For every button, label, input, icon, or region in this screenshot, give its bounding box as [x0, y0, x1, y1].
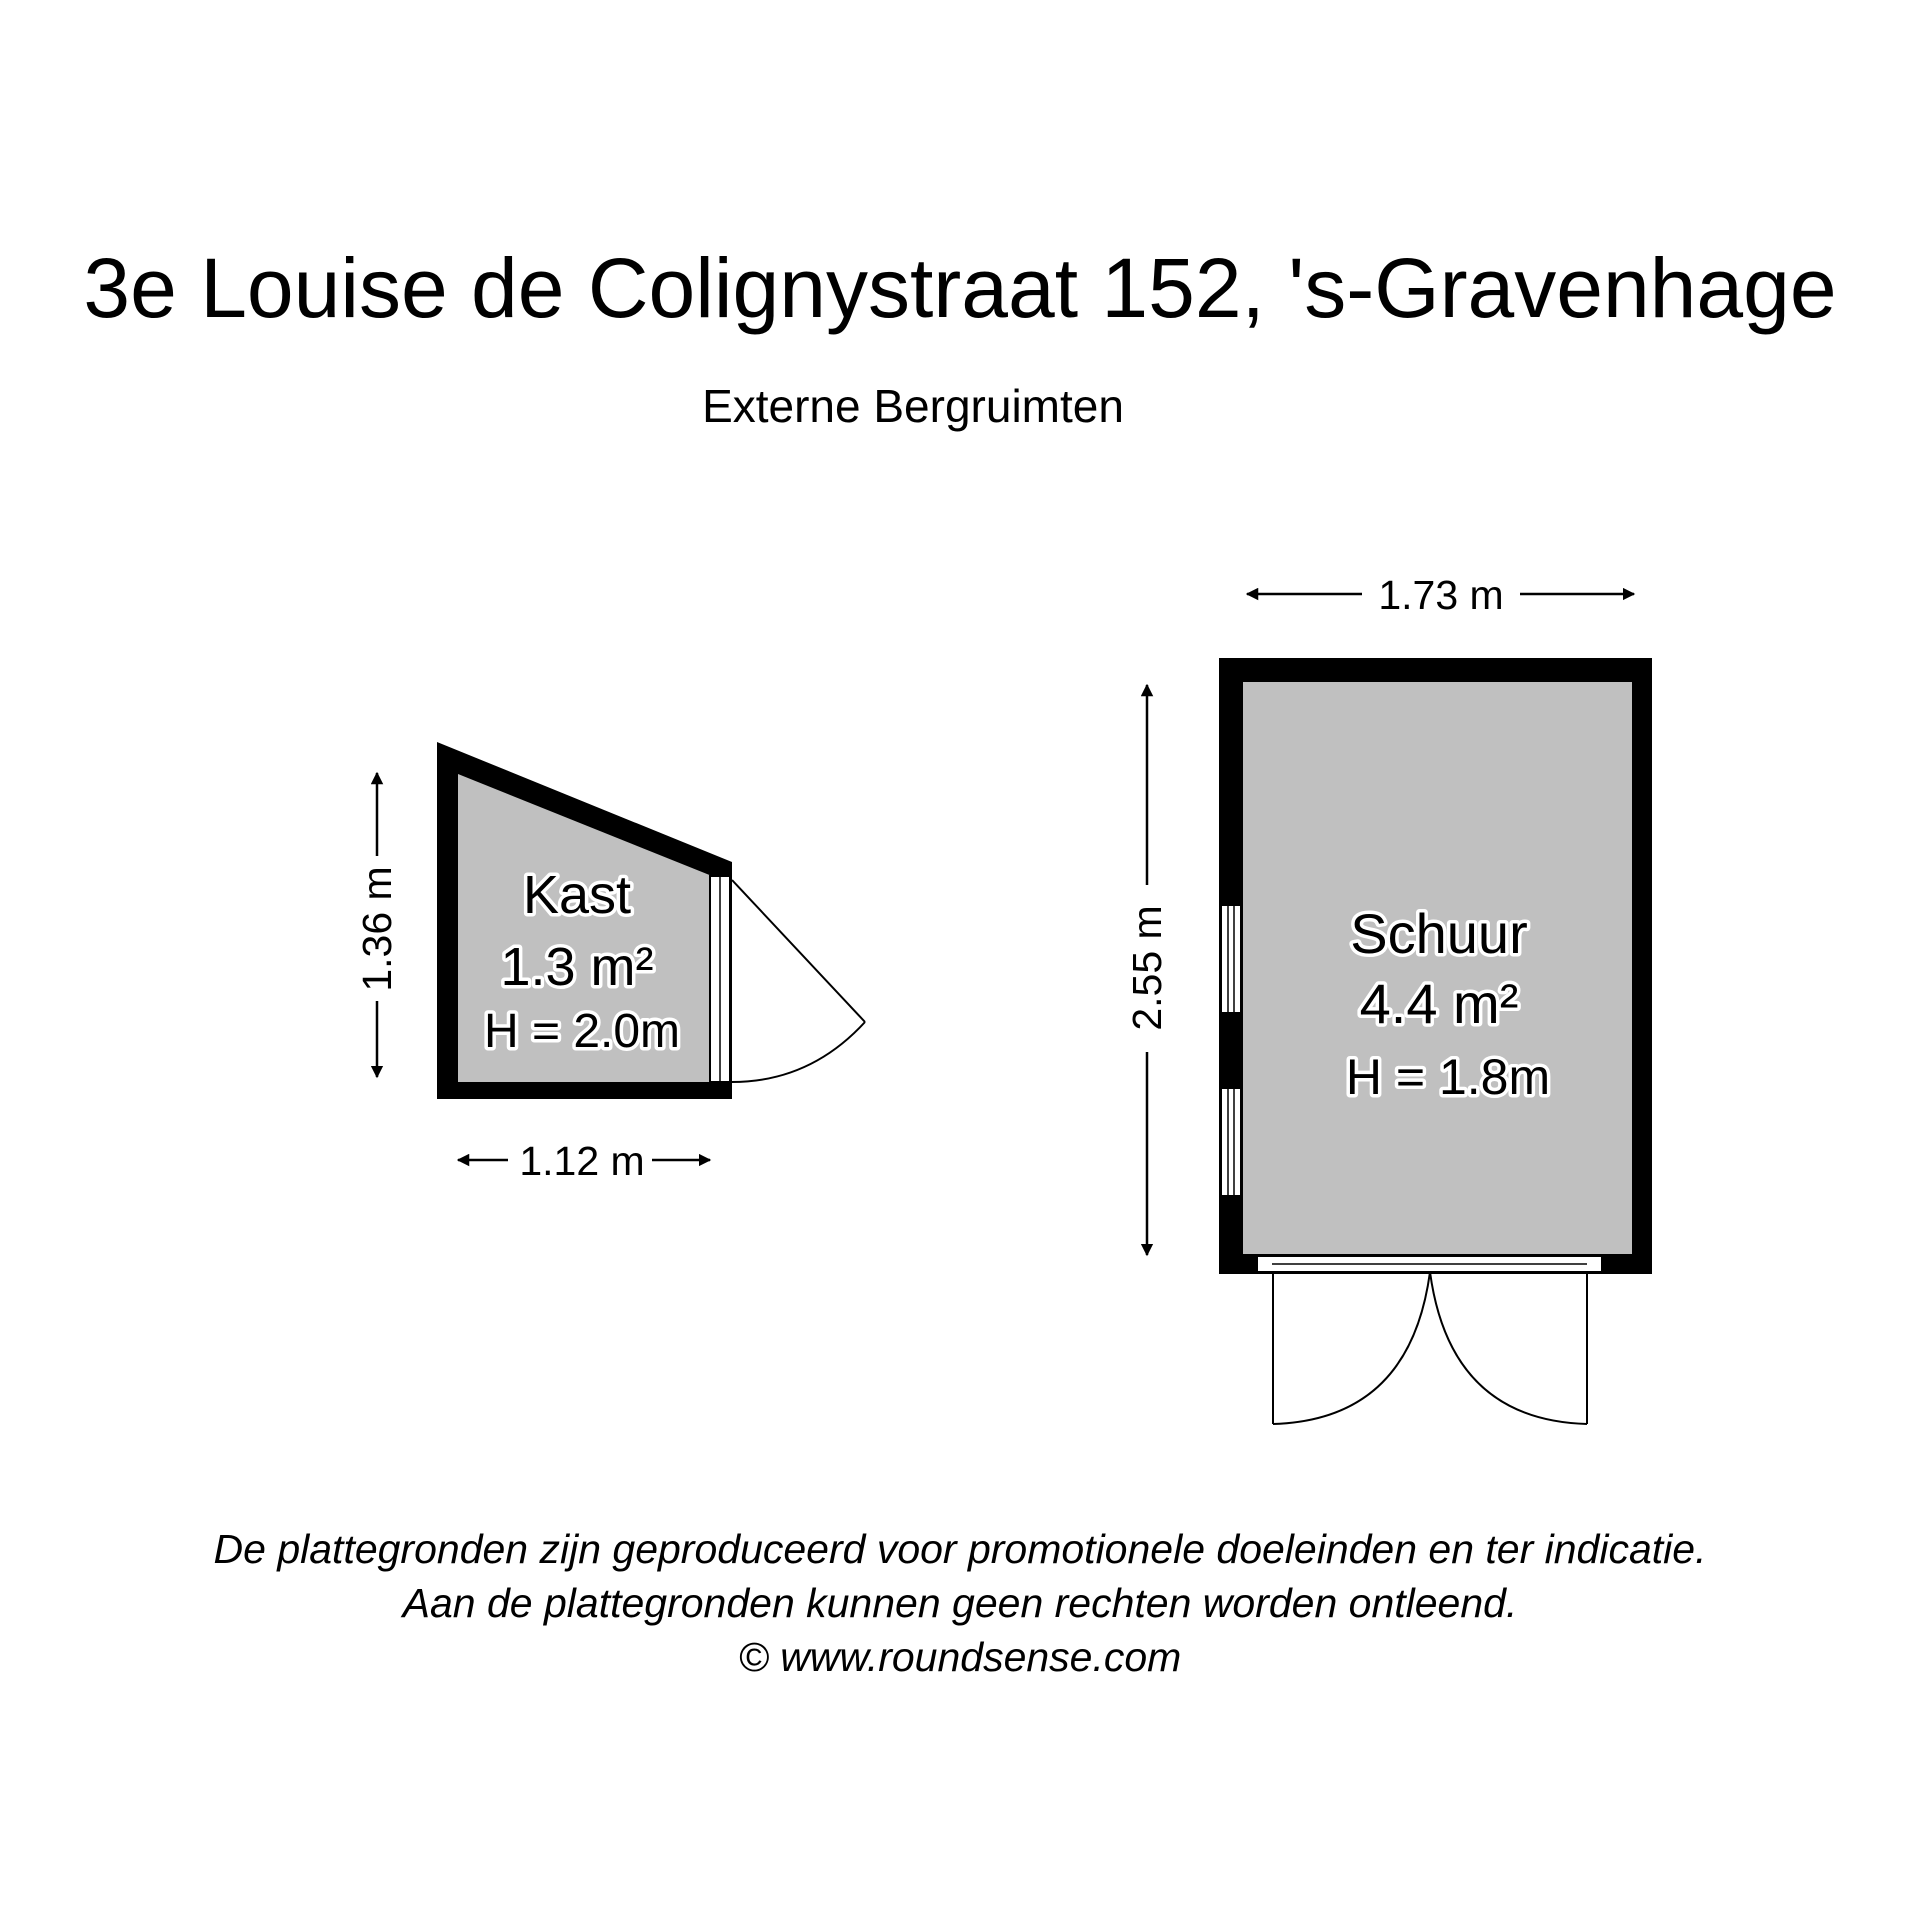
page-title: 3e Louise de Colignystraat 152, 's-Gravenhage: [83, 241, 1837, 335]
schuur-height: H = 1.8m: [1345, 1049, 1551, 1105]
kast-door-leaf: [732, 880, 865, 1022]
schuur-window-upper: [1221, 905, 1241, 1013]
page-subtitle: Externe Bergruimten: [702, 380, 1124, 432]
disclaimer-line-1: De plattegronden zijn geproduceerd voor promotionele doeleinden en ter indicatie.: [213, 1526, 1707, 1572]
kast-name: Kast: [522, 865, 632, 925]
schuur-width-dimension: [1247, 572, 1634, 618]
kast-width-dimension: [458, 1138, 710, 1184]
copyright-link: © www.roundsense.com: [738, 1634, 1182, 1680]
disclaimer-line-2: Aan de plattegronden kunnen geen rechten worden ontleend.: [402, 1580, 1518, 1626]
kast-area: 1.3 m²: [500, 937, 654, 997]
kast-door-swing: [732, 1022, 865, 1082]
schuur-floor: [1243, 682, 1632, 1254]
schuur-name: Schuur: [1350, 902, 1528, 965]
schuur-area: 4.4 m²: [1359, 972, 1519, 1035]
room-kast: [437, 742, 865, 1099]
disclaimer: [0, 1522, 1920, 1684]
kast-height: H = 2.0m: [483, 1005, 681, 1058]
schuur-window-lower: [1221, 1088, 1241, 1196]
schuur-height-dimension: [1124, 685, 1170, 1255]
schuur-width-label: 1.73 m: [1378, 572, 1504, 618]
kast-height-dimension: [354, 773, 400, 1077]
kast-height-label: 1.36 m: [354, 866, 400, 992]
room-schuur: [1219, 658, 1652, 1424]
kast-width-label: 1.12 m: [519, 1138, 645, 1184]
schuur-door-swing-right: [1430, 1272, 1587, 1424]
schuur-door-swing-left: [1273, 1272, 1430, 1424]
schuur-height-label: 2.55 m: [1124, 905, 1170, 1031]
